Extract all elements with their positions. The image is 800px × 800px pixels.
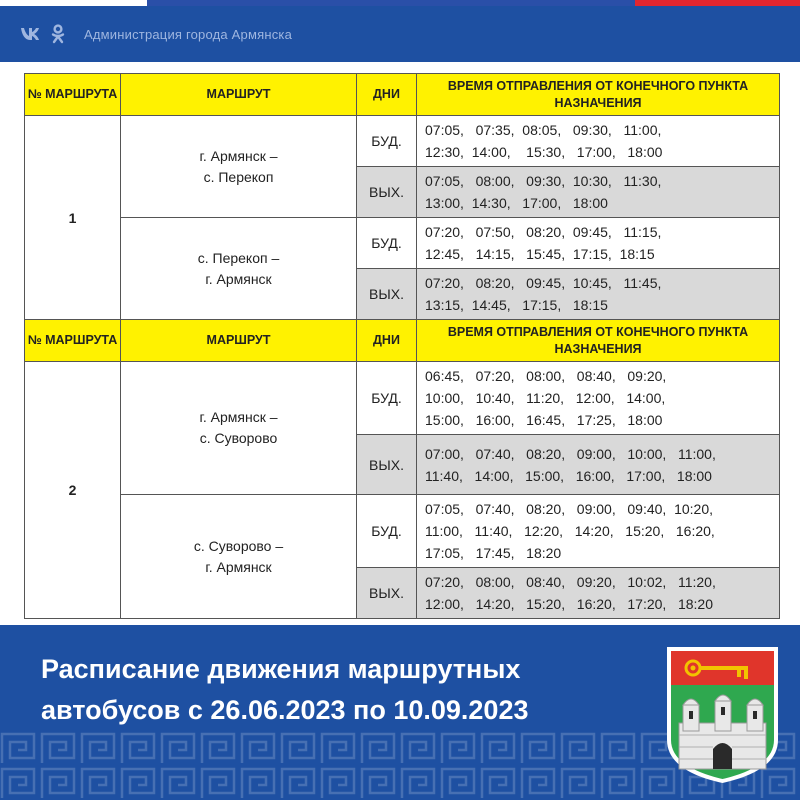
- col-time-header: ВРЕМЯ ОТПРАВЛЕНИЯ ОТ КОНЕЧНОГО ПУНКТА НАЗНАЧЕНИЯ: [417, 320, 780, 362]
- schedule-table-wrapper: [24, 73, 779, 619]
- route-name: с. Перекоп – г. Армянск: [121, 218, 357, 320]
- table-header-row: [25, 320, 780, 362]
- col-route-header: МАРШРУТ: [121, 320, 357, 362]
- footer-band: [0, 625, 800, 800]
- col-days-header: ДНИ: [357, 74, 417, 116]
- day-type: ВЫХ.: [357, 435, 417, 495]
- day-type: ВЫХ.: [357, 269, 417, 320]
- schedule-title: [41, 649, 641, 731]
- table-row: [25, 218, 780, 269]
- col-route-header: МАРШРУТ: [121, 74, 357, 116]
- day-type: БУД.: [357, 362, 417, 435]
- schedule-table: [24, 73, 780, 619]
- col-days-header: ДНИ: [357, 320, 417, 362]
- table-row: [25, 116, 780, 167]
- departure-times: 07:05, 08:00, 09:30, 10:30, 11:30, 13:00, 14:30, 17:00, 18:00: [417, 167, 780, 218]
- departure-times: 06:45, 07:20, 08:00, 08:40, 09:20, 10:00, 10:40, 11:20, 12:00, 14:00, 15:00, 16:00, 16:45, 17:25, 18:00: [417, 362, 780, 435]
- ok-icon[interactable]: [48, 24, 68, 44]
- route-name: г. Армянск – с. Перекоп: [121, 116, 357, 218]
- day-type: ВЫХ.: [357, 568, 417, 619]
- header-bar: [0, 6, 800, 62]
- day-type: БУД.: [357, 116, 417, 167]
- day-type: БУД.: [357, 218, 417, 269]
- col-number-header: № МАРШРУТА: [25, 320, 121, 362]
- org-title: Администрация города Армянска: [84, 26, 293, 42]
- col-number-header: № МАРШРУТА: [25, 74, 121, 116]
- schedule-title-line2: автобусов с 26.06.2023 по 10.09.2023: [41, 695, 529, 725]
- departure-times: 07:05, 07:40, 08:20, 09:00, 09:40, 10:20, 11:00, 11:40, 12:20, 14:20, 15:20, 16:20, 17:05, 17:45, 18:20: [417, 495, 780, 568]
- day-type: БУД.: [357, 495, 417, 568]
- table-header-row: [25, 74, 780, 116]
- route-number: 2: [25, 362, 121, 619]
- table-row: [25, 362, 780, 435]
- route-name: с. Суворово – г. Армянск: [121, 495, 357, 619]
- vk-icon[interactable]: [20, 24, 40, 44]
- route-name: г. Армянск – с. Суворово: [121, 362, 357, 495]
- schedule-title-line1: Расписание движения маршрутных: [41, 654, 521, 684]
- col-time-header: ВРЕМЯ ОТПРАВЛЕНИЯ ОТ КОНЕЧНОГО ПУНКТА НАЗНАЧЕНИЯ: [417, 74, 780, 116]
- departure-times: 07:20, 07:50, 08:20, 09:45, 11:15, 12:45, 14:15, 15:45, 17:15, 18:15: [417, 218, 780, 269]
- departure-times: 07:20, 08:20, 09:45, 10:45, 11:45, 13:15, 14:45, 17:15, 18:15: [417, 269, 780, 320]
- table-row: [25, 495, 780, 568]
- departure-times: 07:20, 08:00, 08:40, 09:20, 10:02, 11:20, 12:00, 14:20, 15:20, 16:20, 17:20, 18:20: [417, 568, 780, 619]
- route-number: 1: [25, 116, 121, 320]
- day-type: ВЫХ.: [357, 167, 417, 218]
- departure-times: 07:05, 07:35, 08:05, 09:30, 11:00, 12:30, 14:00, 15:30, 17:00, 18:00: [417, 116, 780, 167]
- coat-of-arms-icon: [665, 645, 780, 785]
- departure-times: 07:00, 07:40, 08:20, 09:00, 10:00, 11:00, 11:40, 14:00, 15:00, 16:00, 17:00, 18:00: [417, 435, 780, 495]
